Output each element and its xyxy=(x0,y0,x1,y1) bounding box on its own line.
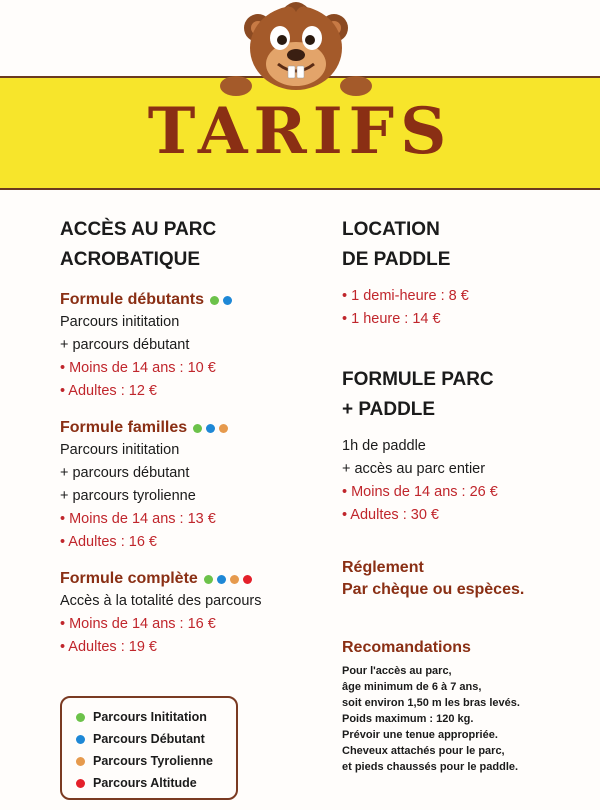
price-line: • Adultes : 19 € xyxy=(60,639,157,655)
payment-title: Réglement xyxy=(342,559,424,576)
formula-desc: + parcours débutant xyxy=(60,337,190,353)
reco-line: Prévoir une tenue appropriée. xyxy=(342,729,498,741)
blue-dot-icon xyxy=(217,575,226,584)
legend-item xyxy=(76,772,236,794)
blue-dot-icon xyxy=(76,735,85,744)
formula-debutants xyxy=(60,289,320,403)
recommendations-title: Recomandations xyxy=(342,639,471,656)
price-line: • Moins de 14 ans : 10 € xyxy=(60,360,216,376)
green-dot-icon xyxy=(210,296,219,305)
payment-text: Par chèque ou espèces. xyxy=(342,581,525,598)
formula-desc: + parcours débutant xyxy=(60,465,190,481)
legend-item xyxy=(76,750,236,772)
paddle-section xyxy=(342,215,592,775)
legend-label: Parcours Inititation xyxy=(93,710,207,724)
section-heading: + PADDLE xyxy=(342,399,436,420)
red-dot-icon xyxy=(243,575,252,584)
formula-title: Formule complète xyxy=(60,570,198,587)
orange-dot-icon xyxy=(76,757,85,766)
reco-line: âge minimum de 6 à 7 ans, xyxy=(342,681,482,693)
price-line: • Moins de 14 ans : 26 € xyxy=(342,484,498,500)
recommendations-body xyxy=(342,663,592,775)
formula-desc: + parcours tyrolienne xyxy=(60,488,196,504)
price-line: • 1 demi-heure : 8 € xyxy=(342,288,469,304)
price-line: • Adultes : 16 € xyxy=(60,534,157,550)
section-heading: LOCATION xyxy=(342,219,440,240)
green-dot-icon xyxy=(76,713,85,722)
park-access-section xyxy=(60,215,320,659)
price-line: • Adultes : 30 € xyxy=(342,507,439,523)
price-line: • 1 heure : 14 € xyxy=(342,311,441,327)
beaver-mascot-icon xyxy=(196,0,396,100)
formula-dots xyxy=(193,424,228,433)
green-dot-icon xyxy=(193,424,202,433)
reco-line: et pieds chaussés pour le paddle. xyxy=(342,761,519,773)
orange-dot-icon xyxy=(230,575,239,584)
formula-desc: Parcours inititation xyxy=(60,442,180,458)
green-dot-icon xyxy=(204,575,213,584)
price-line: • Moins de 14 ans : 13 € xyxy=(60,511,216,527)
formula-dots xyxy=(204,575,252,584)
formula-complete xyxy=(60,568,320,659)
section-heading: FORMULE PARC xyxy=(342,369,494,390)
formula-desc: Parcours inititation xyxy=(60,314,180,330)
section-heading: ACCÈS AU PARC xyxy=(60,219,217,240)
price-line: • Moins de 14 ans : 16 € xyxy=(60,616,216,632)
reco-line: Cheveux attachés pour le parc, xyxy=(342,745,505,757)
payment-section xyxy=(342,557,592,601)
legend-label: Parcours Tyrolienne xyxy=(93,754,213,768)
red-dot-icon xyxy=(76,779,85,788)
combo-desc: + accès au parc entier xyxy=(342,461,486,477)
course-legend xyxy=(60,696,238,800)
page-title: TARIFS xyxy=(147,94,453,169)
reco-line: Pour l'accès au parc, xyxy=(342,665,452,677)
legend-label: Parcours Débutant xyxy=(93,732,205,746)
legend-item xyxy=(76,728,236,750)
combo-section xyxy=(342,365,592,527)
legend-label: Parcours Altitude xyxy=(93,776,197,790)
formula-desc: Accès à la totalité des parcours xyxy=(60,593,262,609)
blue-dot-icon xyxy=(206,424,215,433)
orange-dot-icon xyxy=(219,424,228,433)
combo-desc: 1h de paddle xyxy=(342,438,426,454)
legend-item xyxy=(76,706,236,728)
recommendations-section xyxy=(342,637,592,775)
section-heading: DE PADDLE xyxy=(342,249,451,270)
reco-line: Poids maximum : 120 kg. xyxy=(342,713,474,725)
reco-line: soit environ 1,50 m les bras levés. xyxy=(342,697,520,709)
blue-dot-icon xyxy=(223,296,232,305)
formula-familles xyxy=(60,417,320,554)
section-heading: ACROBATIQUE xyxy=(60,249,201,270)
formula-dots xyxy=(210,296,232,305)
formula-title: Formule débutants xyxy=(60,291,205,308)
price-line: • Adultes : 12 € xyxy=(60,383,157,399)
formula-title: Formule familles xyxy=(60,419,188,436)
